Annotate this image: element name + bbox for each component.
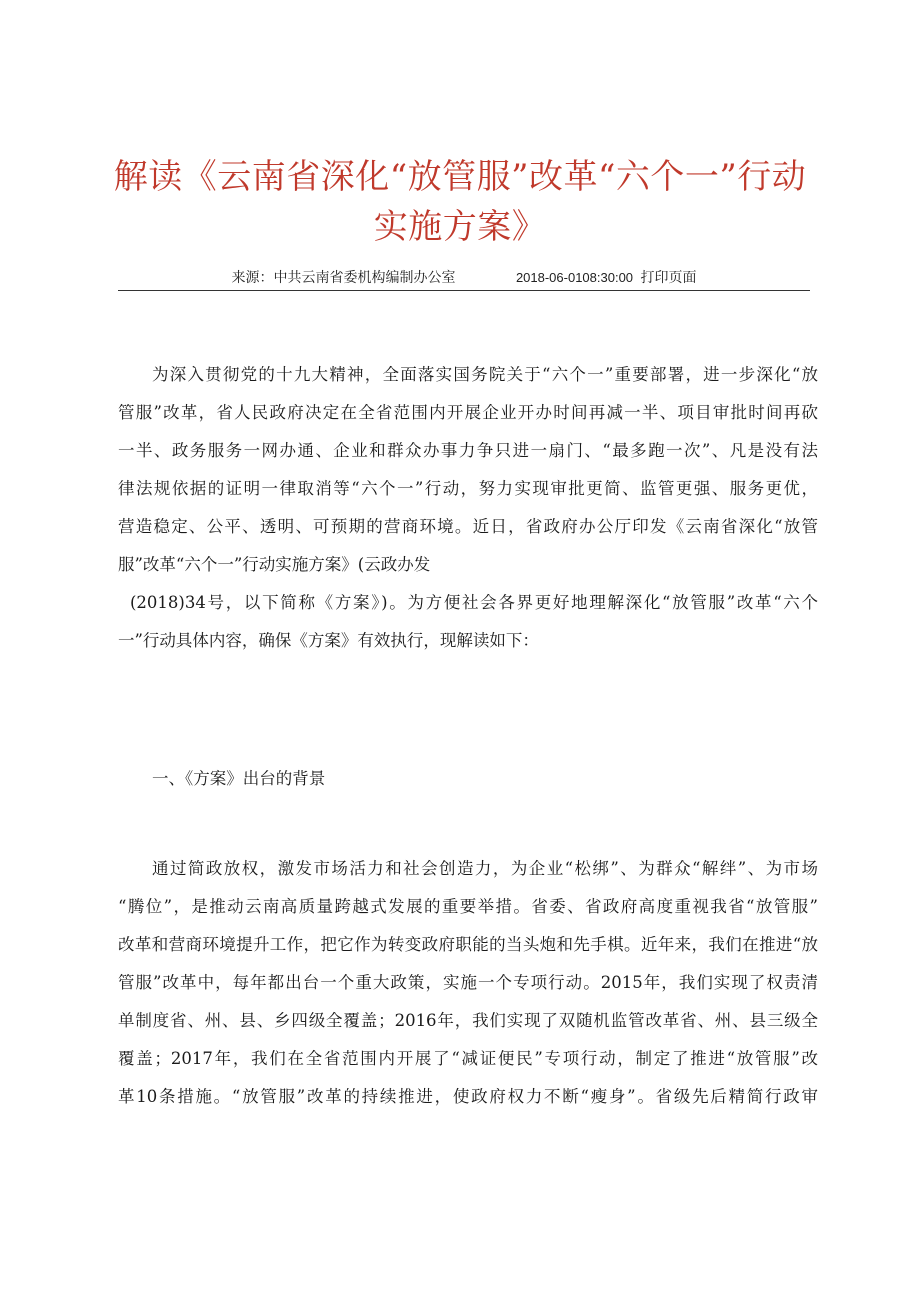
article-meta	[118, 268, 810, 291]
paragraph-line: 管服”改革中，每年都出台一个重大政策，实施一个专项行动。2015年，我们实现了权责清	[118, 973, 818, 992]
paragraph-line: 为深入贯彻党的十九大精神，全面落实国务院关于“六个一”重要部署，进一步深化“放	[152, 365, 818, 384]
paragraph-line: 律法规依据的证明一律取消等“六个一”行动，努力实现审批更简、监管更强、服务更优，	[118, 479, 818, 498]
article-title	[100, 152, 820, 252]
paragraph-line: (2018)34号，以下简称《方案》)。为方便社会各界更好地理解深化“放管服”改革“六个	[130, 593, 818, 612]
paragraph-line: 通过简政放权，激发市场活力和社会创造力，为企业“松绑”、为群众“解绊”、为市场	[152, 859, 818, 878]
article-title-line-1: 解读《云南省深化“放管服”改革“六个一”行动	[113, 157, 807, 197]
paragraph-line: 覆盖；2017年，我们在全省范围内开展了“减证便民”专项行动，制定了推进“放管服”改	[118, 1049, 818, 1068]
paragraph-line: 改革和营商环境提升工作，把它作为转变政府职能的当头炮和先手棋。近年来，我们在推进“放	[118, 935, 818, 954]
section-heading-background: 一、《方案》出台的背景	[152, 769, 326, 788]
paragraph-line: 管服”改革，省人民政府决定在全省范围内开展企业开办时间再减一半、项目审批时间再砍	[118, 403, 818, 422]
paragraph-line: 单制度省、州、县、乡四级全覆盖；2016年，我们实现了双随机监管改革省、州、县三级全	[118, 1011, 818, 1030]
print-page-link[interactable]: 打印页面	[640, 270, 697, 286]
paragraph-line: 革10条措施。“放管服”改革的持续推进，使政府权力不断“瘦身”。省级先后精简行政审	[118, 1087, 818, 1106]
paragraph-background	[118, 850, 818, 1116]
article-datetime: 2018-06-0108:30:00	[515, 270, 634, 285]
article-source: 来源：中共云南省委机构编制办公室	[231, 270, 456, 286]
paragraph-intro	[118, 356, 818, 660]
paragraph-line: 一半、政务服务一网办通、企业和群众办事力争只进一扇门、“最多跑一次”、凡是没有法	[118, 441, 818, 460]
paragraph-line: 服”改革“六个一”行动实施方案》(云政办发	[118, 555, 431, 574]
paragraph-line: 一”行动具体内容，确保《方案》有效执行，现解读如下：	[118, 631, 539, 650]
paragraph-line: 营造稳定、公平、透明、可预期的营商环境。近日，省政府办公厅印发《云南省深化“放管	[118, 517, 818, 536]
article-title-line-2: 实施方案》	[373, 207, 547, 247]
paragraph-line: “腾位”，是推动云南高质量跨越式发展的重要举措。省委、省政府高度重视我省“放管服”	[118, 897, 818, 916]
